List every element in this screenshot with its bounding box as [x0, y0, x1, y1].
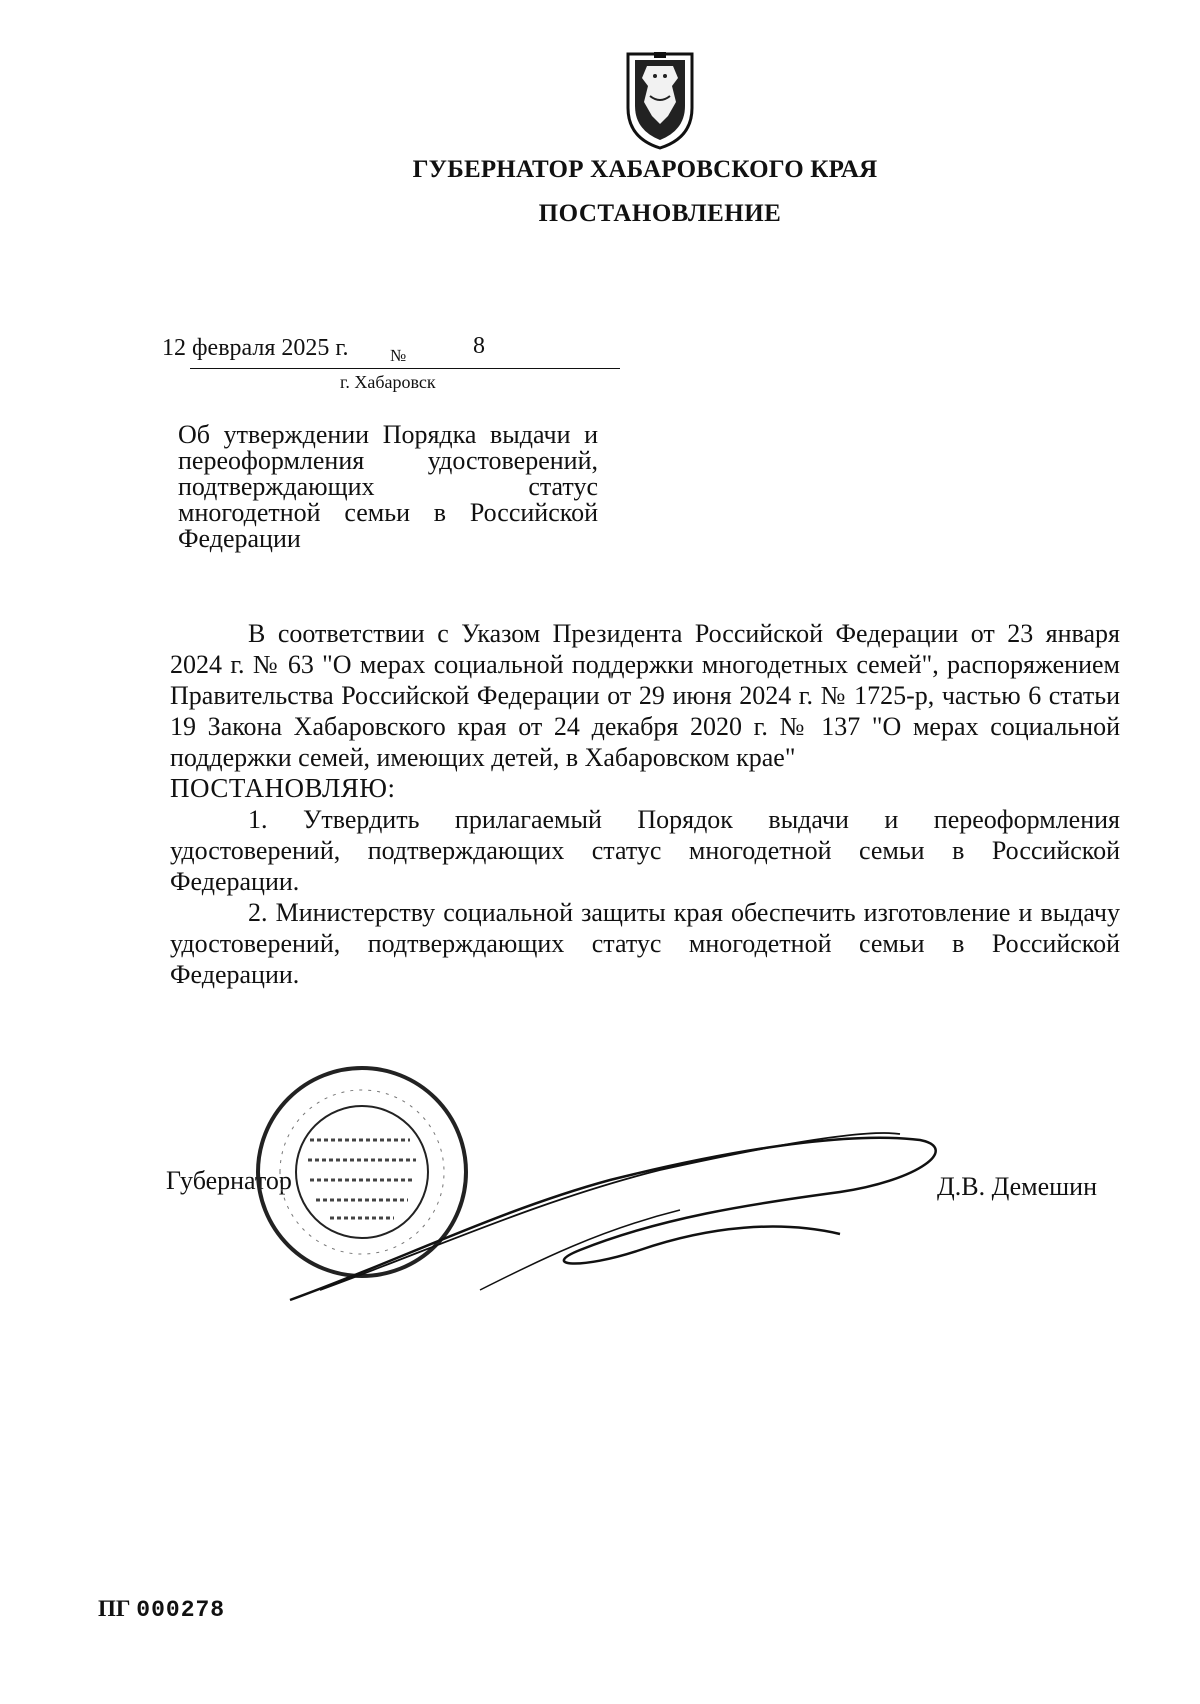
signatory-name: Д.В. Демешин — [937, 1172, 1098, 1201]
document-body — [170, 618, 1120, 990]
item-1-paragraph: 1. Утвердить прилагаемый Порядок выдачи и переоформления удостоверений, подтверждающих статус многодетной семьи в Российской Федерации. — [170, 805, 1120, 896]
resolve-heading: ПОСТАНОВЛЯЮ: — [170, 773, 396, 803]
handwritten-signature — [280, 1100, 960, 1320]
document-date: 12 февраля 2025 г. — [162, 335, 349, 361]
serial-series: ПГ — [98, 1596, 131, 1621]
preamble-paragraph: В соответствии с Указом Президента Российской Федерации от 23 января 2024 г. № 63 "О мерах социальной поддержки многодетных семей", распоряжением Правительства Российской Федерации от 29 июня 2024 г. № 1725-р, частью 6 статьи 19 Закона Хабаровского края от 24 декабря 2020 г. № 137 "О мерах социальной поддержки семей, имеющих детей, в Хабаровском крае" — [170, 619, 1120, 772]
document-serial — [98, 1596, 225, 1623]
authority-title: ГУБЕРНАТОР ХАБАРОВСКОГО КРАЯ — [412, 156, 878, 183]
document-city: г. Хабаровск — [340, 372, 436, 392]
item-2-paragraph: 2. Министерству социальной защиты края обеспечить изготовление и выдачу удостоверений, подтверждающих статус многодетной семьи в Российской Федерации. — [170, 898, 1120, 989]
coat-of-arms-icon — [610, 46, 710, 152]
signatory-position: Губернатор — [166, 1166, 292, 1195]
number-sign: № — [390, 346, 407, 365]
document-subject: Об утверждении Порядка выдачи и переоформления удостоверений, подтверждающих статус многодетной семьи в Российской Федерации — [178, 420, 598, 553]
date-underline — [190, 368, 620, 369]
document-number: 8 — [473, 333, 485, 359]
document-type-title: ПОСТАНОВЛЕНИЕ — [538, 200, 782, 227]
serial-number: 000278 — [136, 1597, 226, 1623]
